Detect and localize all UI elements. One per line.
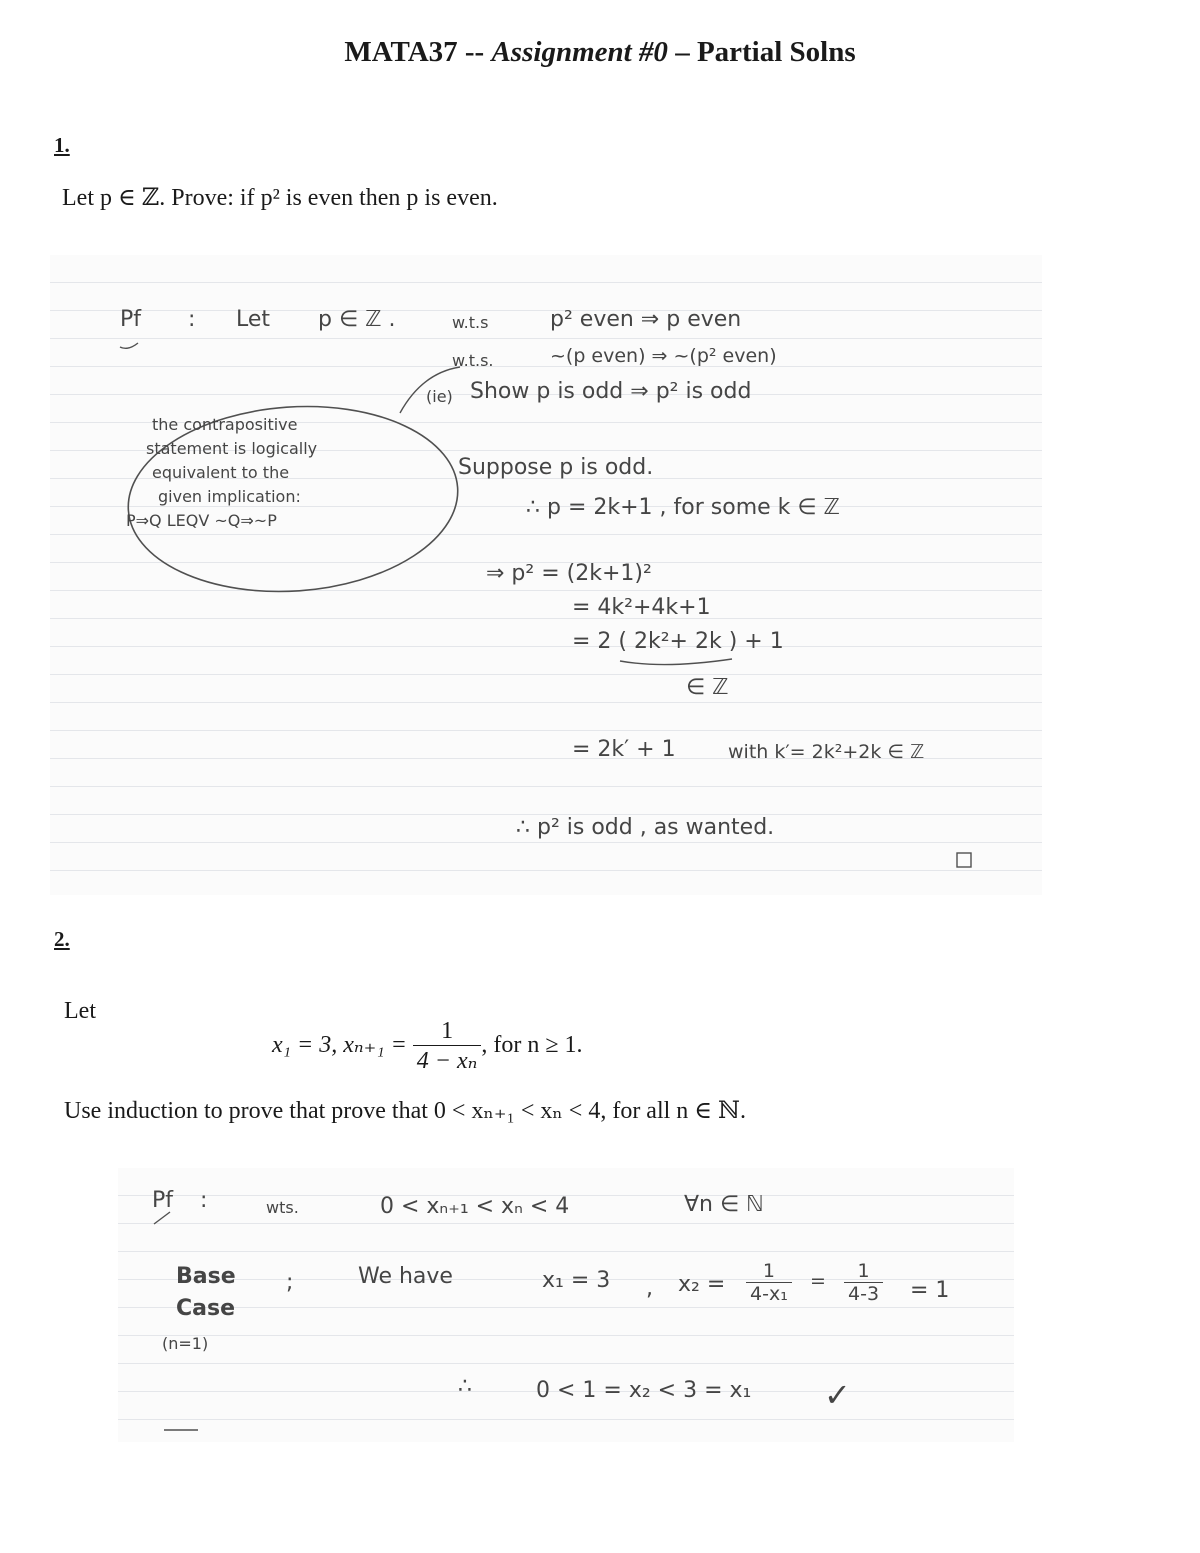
recurrence-formula [272, 1018, 583, 1075]
fraction-2-den: 4-3 [848, 1283, 880, 1305]
pf-colon-2: : [200, 1188, 208, 1213]
equals-1: = [810, 1270, 826, 1292]
step-4: = 2k′ + 1 [572, 737, 676, 762]
ie-label: (ie) [426, 387, 453, 406]
recurrence-denominator: 4 − xₙ [416, 1048, 478, 1074]
question-1-number: 1. [54, 133, 70, 157]
check-mark: ✓ [824, 1376, 851, 1414]
note-line-5: P⇒Q LEQV ~Q⇒~P [126, 511, 277, 530]
n-equals-1: (n=1) [162, 1334, 209, 1353]
pf-label-2: Pf [152, 1188, 174, 1213]
title-assignment: Assignment #0 [491, 36, 668, 68]
implication-line: p² even ⇒ p even [550, 307, 742, 332]
question-2-number: 2. [54, 927, 70, 951]
fraction-1-den: 4-x₁ [750, 1283, 788, 1305]
note-line-2: statement is logically [146, 439, 318, 458]
forall-n: ∀n ∈ ℕ [684, 1192, 764, 1217]
recurrence-numerator: 1 [413, 1018, 482, 1046]
pf-colon-1: : [188, 307, 196, 332]
question-1-statement: Let p ∈ ℤ. Prove: if p² is even then p is even. [62, 185, 498, 211]
therefore-line-1: ∴ p = 2k+1 , for some k ∈ ℤ [526, 495, 840, 520]
equals-one: = 1 [910, 1278, 950, 1303]
proof-2-scan [118, 1168, 1014, 1442]
in-z-label: ∈ ℤ [686, 675, 729, 700]
recurrence-fraction [413, 1018, 482, 1075]
induction-claim: 0 < xₙ₊₁ < xₙ < 4 [380, 1194, 570, 1219]
question-2-let: Let [64, 998, 96, 1024]
we-have: We have [358, 1264, 453, 1289]
x2-equals: x₂ = [678, 1272, 726, 1297]
qed-box [957, 853, 971, 867]
title-prefix: MATA37 -- [344, 36, 492, 68]
pf-underline [120, 343, 138, 348]
suppose-line: Suppose p is odd. [458, 455, 654, 480]
fraction-1 [746, 1260, 792, 1305]
case-word: Case [176, 1296, 236, 1321]
p-in-z: p ∈ ℤ . [318, 307, 396, 332]
with-line: with k′= 2k²+2k ∈ ℤ [728, 741, 925, 763]
base-word: Base [176, 1264, 236, 1289]
let-word: Let [236, 307, 271, 332]
pf2-tail [154, 1212, 170, 1224]
show-line: Show p is odd ⇒ p² is odd [470, 379, 752, 404]
fraction-2-num: 1 [844, 1260, 883, 1283]
step-3: = 2 ( 2k²+ 2k ) + 1 [572, 629, 784, 654]
step-1: ⇒ p² = (2k+1)² [486, 561, 652, 586]
conclusion-line: ∴ p² is odd , as wanted. [516, 815, 775, 840]
fraction-2 [844, 1260, 883, 1305]
question-2-task: Use induction to prove that prove that 0 < xₙ₊₁ < xₙ < 4, for all n ∈ ℕ. [64, 1098, 746, 1124]
wts-1: w.t.s [452, 313, 489, 332]
base-semicolon: ; [286, 1270, 294, 1295]
therefore-2: ∴ [458, 1374, 472, 1399]
underbrace [620, 659, 732, 665]
fraction-1-num: 1 [746, 1260, 792, 1283]
wts-label: wts. [266, 1198, 299, 1217]
recurrence-tail: , for n ≥ 1. [481, 1032, 583, 1059]
proof-1-scan [50, 255, 1042, 895]
x1-value: x₁ = 3 [542, 1268, 611, 1293]
note-line-4: given implication: [158, 487, 301, 506]
step-2: = 4k²+4k+1 [572, 595, 711, 620]
title-suffix: – Partial Solns [667, 36, 856, 68]
contrapositive-line: ~(p even) ⇒ ~(p² even) [550, 345, 777, 367]
pf-label-1: Pf [120, 307, 142, 332]
note-line-3: equivalent to the [152, 463, 290, 482]
wts-2: w.t.s. [452, 351, 494, 370]
base-result: 0 < 1 = x₂ < 3 = x₁ [536, 1378, 752, 1403]
comma: , [646, 1276, 653, 1301]
recurrence-lhs: x₁ = 3, xₙ₊₁ = [272, 1032, 407, 1059]
page-title [0, 36, 1200, 69]
note-line-1: the contrapositive [152, 415, 298, 434]
